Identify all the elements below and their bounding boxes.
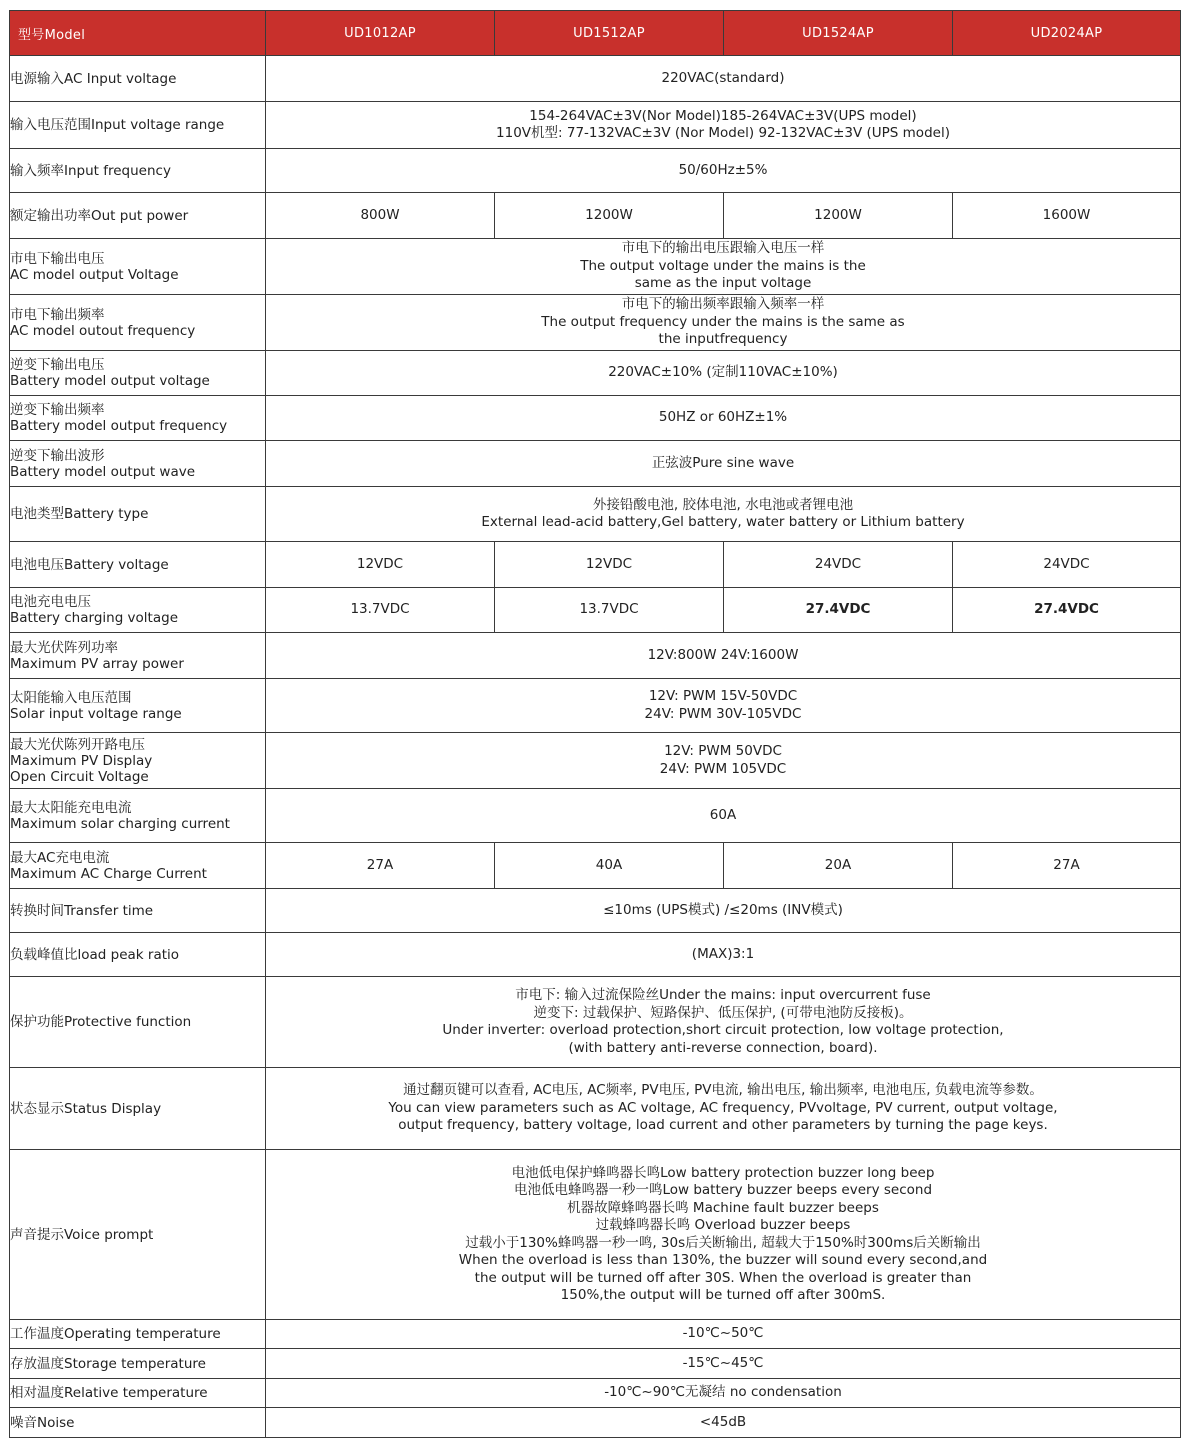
spec-label (10, 1408, 266, 1438)
spec-value-cell: 20A (724, 843, 953, 889)
spec-row-bat-out-wave (10, 441, 1181, 487)
spec-row-ac-out-voltage (10, 239, 1181, 295)
spec-value-merged (266, 889, 1181, 933)
spec-label-line: 转换时间Transfer time (10, 902, 154, 919)
spec-value-line: 220VAC(standard) (661, 69, 785, 86)
spec-value-line: 过载蜂鸣器长鸣 Overload buzzer beeps (595, 1217, 851, 1233)
spec-value-cell: 12VDC (495, 542, 724, 588)
spec-value-line: 50HZ or 60HZ±1% (658, 409, 788, 426)
spec-value-line: 市电下的输出频率跟输入频率一样 (621, 296, 825, 313)
spec-value-cell: 24VDC (724, 542, 953, 588)
spec-label (10, 789, 266, 843)
spec-label (10, 843, 266, 889)
spec-row-protective (10, 977, 1181, 1068)
spec-row-relative-temp (10, 1379, 1181, 1408)
spec-value-merged (266, 56, 1181, 102)
spec-row-max-pv-power (10, 633, 1181, 679)
spec-row-battery-voltage (10, 542, 1181, 588)
spec-value-merged (266, 1349, 1181, 1379)
spec-value-line: 通过翻页键可以查看, AC电压, AC频率, PV电压, PV电流, 输出电压, 输出频率, 电池电压, 负载电流等参数。 (403, 1082, 1043, 1099)
spec-row-bat-out-voltage (10, 351, 1181, 396)
spec-value-line: -10℃~90℃无凝结 no condensation (604, 1384, 842, 1401)
spec-label (10, 295, 266, 351)
spec-label (10, 487, 266, 542)
spec-label (10, 1320, 266, 1349)
spec-value-line: 12V: PWM 50VDC (664, 743, 782, 759)
spec-value-cell: 27.4VDC (724, 588, 953, 633)
spec-label-line: 额定输出功率Out put power (10, 207, 189, 224)
spec-label-line: 输入电压范围Input voltage range (10, 117, 225, 133)
spec-value-line: (MAX)3:1 (691, 945, 755, 962)
spec-label (10, 1068, 266, 1150)
spec-value-merged (266, 396, 1181, 441)
spec-table (9, 10, 1181, 1438)
spec-value-line: -10℃~50℃ (682, 1325, 764, 1342)
spec-value-merged (266, 1068, 1181, 1150)
spec-value-line: 逆变下: 过载保护、短路保护、低压保护, (可带电池防反接板)。 (533, 1004, 913, 1021)
spec-label-line: Battery model output wave (10, 463, 196, 480)
spec-value-cell: 27.4VDC (953, 588, 1181, 633)
header-row (10, 11, 1181, 56)
spec-value-merged (266, 295, 1181, 351)
spec-value-line: <45dB (699, 1413, 747, 1430)
spec-row-output-power (10, 193, 1181, 239)
spec-value-line: 50/60Hz±5% (678, 161, 768, 178)
spec-value-merged (266, 441, 1181, 487)
spec-row-ac-out-freq (10, 295, 1181, 351)
spec-value-cell: 40A (495, 843, 724, 889)
spec-value-line: Under inverter: overload protection,short circuit protection, low voltage protection, (442, 1022, 1004, 1038)
spec-value-line: 市电下: 输入过流保险丝Under the mains: input overcurrent fuse (515, 987, 931, 1003)
spec-value-line: 60A (709, 806, 737, 823)
model-header-ud1524ap: UD1524AP (724, 11, 953, 56)
spec-value-line: the inputfrequency (658, 331, 788, 348)
spec-label (10, 588, 266, 633)
spec-label (10, 977, 266, 1068)
spec-label-line: 最大光伏陈列开路电压 (10, 736, 145, 753)
spec-value-merged (266, 1150, 1181, 1320)
spec-value-line: 110V机型: 77-132VAC±3V (Nor Model) 92-132VAC±3V (UPS model) (496, 125, 950, 141)
spec-label-line: 声音提示Voice prompt (10, 1226, 154, 1243)
spec-value-cell: 13.7VDC (495, 588, 724, 633)
spec-label (10, 633, 266, 679)
spec-row-solar-current (10, 789, 1181, 843)
spec-value-line: same as the input voltage (634, 275, 812, 292)
spec-row-charging-voltage (10, 588, 1181, 633)
spec-value-line: When the overload is less than 130%, the buzzer will sound every second,and (458, 1252, 988, 1268)
spec-row-voice (10, 1150, 1181, 1320)
spec-label (10, 679, 266, 733)
spec-label-line: 噪音Noise (10, 1414, 75, 1431)
spec-value-merged (266, 1379, 1181, 1408)
model-header-ud1012ap: UD1012AP (266, 11, 495, 56)
spec-value-line: 外接铅酸电池, 胶体电池, 水电池或者锂电池 (592, 496, 854, 513)
spec-row-noise (10, 1408, 1181, 1438)
spec-value-cell: 24VDC (953, 542, 1181, 588)
spec-label (10, 239, 266, 295)
spec-row-input-freq (10, 149, 1181, 193)
spec-label (10, 1150, 266, 1320)
spec-value-line: 电池低电蜂鸣器一秒一鸣Low battery buzzer beeps every second (513, 1182, 933, 1198)
spec-row-battery-type (10, 487, 1181, 542)
spec-value-merged (266, 679, 1181, 733)
spec-value-line: ≤10ms (UPS模式) /≤20ms (INV模式) (603, 901, 843, 918)
spec-label (10, 1379, 266, 1408)
spec-label (10, 102, 266, 149)
spec-row-input-range (10, 102, 1181, 149)
spec-label-line: Solar input voltage range (10, 705, 182, 722)
spec-value-line: 电池低电保护蜂鸣器长鸣Low battery protection buzzer long beep (511, 1164, 935, 1181)
spec-value-merged (266, 1408, 1181, 1438)
spec-value-line: 12V: PWM 15V-50VDC (648, 688, 798, 704)
spec-label-line: 状态显示Status Display (10, 1100, 162, 1117)
spec-label (10, 1349, 266, 1379)
spec-value-merged (266, 351, 1181, 396)
spec-row-storage-temp (10, 1349, 1181, 1379)
spec-label (10, 733, 266, 789)
spec-label-line: Maximum PV array power (10, 655, 184, 672)
spec-label-line: 电源输入AC Input voltage (10, 70, 177, 87)
spec-value-line: 154-264VAC±3V(Nor Model)185-264VAC±3V(UPS model) (529, 107, 917, 124)
spec-value-merged (266, 933, 1181, 977)
spec-row-ac-charge (10, 843, 1181, 889)
spec-value-line: The output voltage under the mains is the (580, 257, 866, 274)
spec-label-line: 逆变下输出频率 (10, 402, 105, 418)
spec-row-operating-temp (10, 1320, 1181, 1349)
spec-row-bat-out-freq (10, 396, 1181, 441)
spec-label-line: AC model outout frequency (10, 322, 196, 339)
spec-label (10, 149, 266, 193)
spec-row-status (10, 1068, 1181, 1150)
spec-label (10, 542, 266, 588)
spec-label-line: 电池充电电压 (10, 594, 91, 610)
spec-label-line: Battery charging voltage (10, 610, 178, 626)
spec-value-cell: 1200W (724, 193, 953, 239)
spec-label-line: 电池电压Battery voltage (10, 556, 169, 573)
spec-value-cell: 800W (266, 193, 495, 239)
spec-value-cell: 13.7VDC (266, 588, 495, 633)
spec-value-line: 市电下的输出电压跟输入电压一样 (621, 240, 825, 257)
spec-label-line: 输入频率Input frequency (10, 162, 171, 179)
spec-value-merged (266, 733, 1181, 789)
spec-value-line: 24V: PWM 105VDC (659, 760, 787, 777)
spec-row-transfer (10, 889, 1181, 933)
spec-row-solar-range (10, 679, 1181, 733)
spec-label (10, 351, 266, 396)
spec-label-line: Battery model output voltage (10, 373, 210, 389)
model-header-ud1512ap: UD1512AP (495, 11, 724, 56)
spec-value-cell: 1600W (953, 193, 1181, 239)
spec-label-line: 逆变下输出波形 (10, 447, 105, 464)
spec-row-pv-open-circuit (10, 733, 1181, 789)
spec-value-cell: 27A (266, 843, 495, 889)
spec-value-cell: 12VDC (266, 542, 495, 588)
spec-value-line: 24V: PWM 30V-105VDC (644, 705, 802, 722)
spec-value-line: 过载小于130%蜂鸣器一秒一鸣, 30s后关断输出, 超载大于150%时300ms后关断输出 (465, 1234, 981, 1251)
spec-label-line: 相对温度Relative temperature (10, 1385, 208, 1401)
spec-label-line: 最大AC充电电流 (10, 849, 110, 866)
spec-label-line: 市电下输出频率 (10, 306, 105, 323)
spec-label (10, 441, 266, 487)
spec-value-merged (266, 239, 1181, 295)
spec-row-peak-ratio (10, 933, 1181, 977)
spec-value-line: output frequency, battery voltage, load current and other parameters by turning the page keys. (398, 1117, 1048, 1134)
spec-value-line: You can view parameters such as AC voltage, AC frequency, PVvoltage, PV current, output voltage, (388, 1099, 1058, 1116)
spec-value-line: 220VAC±10% (定制110VAC±10%) (608, 364, 838, 381)
spec-label-line: AC model output Voltage (10, 266, 179, 283)
spec-value-line: 12V:800W 24V:1600W (647, 646, 799, 663)
spec-value-line: (with battery anti-reverse connection, board). (568, 1039, 878, 1056)
spec-label-line: 负载峰值比load peak ratio (10, 946, 180, 963)
spec-label-line: Maximum AC Charge Current (10, 865, 207, 882)
spec-value-line: The output frequency under the mains is the same as (541, 313, 905, 330)
spec-value-line: the output will be turned off after 30S. When the overload is greater than (474, 1269, 972, 1286)
spec-value-cell: 1200W (495, 193, 724, 239)
spec-label-line: Open Circuit Voltage (10, 768, 149, 785)
spec-label-line: 最大太阳能充电电流 (10, 799, 132, 816)
spec-row-ac-input (10, 56, 1181, 102)
spec-label-line: Maximum PV Display (10, 752, 153, 769)
spec-label-line: 工作温度Operating temperature (10, 1326, 221, 1342)
spec-value-line: External lead-acid battery,Gel battery, water battery or Lithium battery (481, 514, 965, 530)
spec-value-cell: 27A (953, 843, 1181, 889)
spec-value-merged (266, 633, 1181, 679)
spec-value-line: 150%,the output will be turned off after 300mS. (560, 1287, 886, 1303)
spec-value-merged (266, 149, 1181, 193)
spec-value-merged (266, 789, 1181, 843)
spec-value-line: 机器故障蜂鸣器长鸣 Machine fault buzzer beeps (567, 1199, 879, 1216)
spec-label (10, 933, 266, 977)
spec-value-merged (266, 102, 1181, 149)
spec-label (10, 396, 266, 441)
spec-value-merged (266, 487, 1181, 542)
spec-value-line: 正弦波Pure sine wave (651, 454, 795, 471)
spec-label-line: 最大光伏阵列功率 (10, 639, 118, 656)
spec-label-line: 太阳能输入电压范围 (10, 689, 132, 706)
spec-label-line: 逆变下输出电压 (10, 357, 105, 373)
spec-value-merged (266, 977, 1181, 1068)
spec-label-line: Battery model output frequency (10, 418, 228, 434)
spec-label-line: Maximum solar charging current (10, 815, 230, 832)
spec-label-line: 存放温度Storage temperature (10, 1355, 206, 1372)
model-header-label: 型号Model (10, 11, 266, 56)
spec-value-merged (266, 1320, 1181, 1349)
spec-label (10, 56, 266, 102)
spec-label (10, 889, 266, 933)
model-header-ud2024ap: UD2024AP (953, 11, 1181, 56)
spec-value-line: -15℃~45℃ (682, 1354, 764, 1371)
spec-label-line: 市电下输出电压 (10, 250, 105, 267)
spec-label (10, 193, 266, 239)
spec-label-line: 保护功能Protective function (10, 1014, 192, 1030)
spec-label-line: 电池类型Battery type (10, 506, 149, 522)
